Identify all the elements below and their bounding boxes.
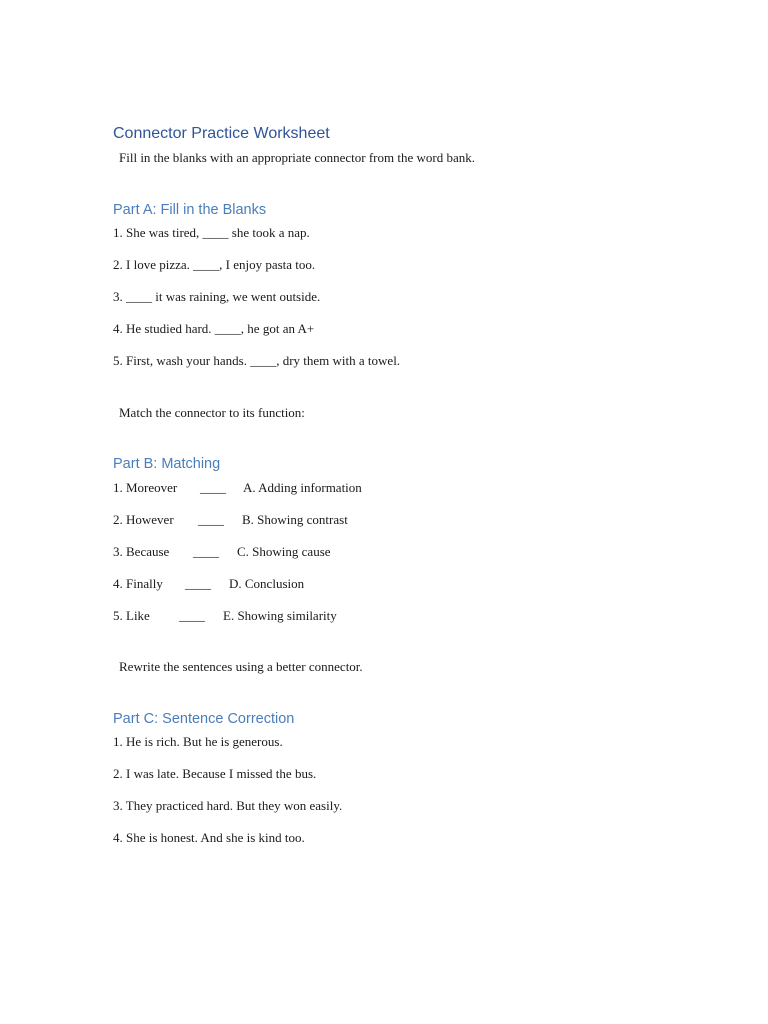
part-a-item-2: 2. I love pizza. ____, I enjoy pasta too. bbox=[113, 257, 316, 272]
part-b-item-2-function: B. Showing contrast bbox=[242, 512, 348, 527]
part-b-heading: Part B: Matching bbox=[113, 456, 221, 472]
part-b-item-3-term: 3. Because bbox=[113, 544, 170, 559]
part-b-item-3-blank: ____ bbox=[193, 544, 219, 559]
part-b-item-2-blank: ____ bbox=[198, 512, 224, 527]
part-b-item-5-term: 5. Like bbox=[113, 608, 150, 623]
part-c-item-3: 3. They practiced hard. But they won easily. bbox=[113, 798, 343, 813]
part-a-item-5: 5. First, wash your hands. ____, dry them with a towel. bbox=[113, 353, 401, 368]
part-b-item-1-blank: ____ bbox=[200, 480, 226, 495]
part-a-item-1: 1. She was tired, ____ she took a nap. bbox=[113, 225, 310, 240]
part-b-item-1-term: 1. Moreover bbox=[113, 480, 178, 495]
part-c-item-2: 2. I was late. Because I missed the bus. bbox=[113, 766, 317, 781]
part-b-item-4-blank: ____ bbox=[185, 576, 211, 591]
part-b-item-4-term: 4. Finally bbox=[113, 576, 163, 591]
part-a-item-3: 3. ____ it was raining, we went outside. bbox=[113, 289, 321, 304]
intro-instruction: Fill in the blanks with an appropriate connector from the word bank. bbox=[119, 150, 475, 165]
part-c-item-4: 4. She is honest. And she is kind too. bbox=[113, 830, 305, 845]
part-b-item-2-term: 2. However bbox=[113, 512, 174, 527]
part-b-item-5-function: E. Showing similarity bbox=[223, 608, 337, 623]
part-b-instruction: Match the connector to its function: bbox=[119, 405, 305, 420]
part-b-item-3-function: C. Showing cause bbox=[237, 544, 331, 559]
part-c-item-1: 1. He is rich. But he is generous. bbox=[113, 734, 283, 749]
part-b-item-4-function: D. Conclusion bbox=[229, 576, 305, 591]
part-a-heading: Part A: Fill in the Blanks bbox=[113, 202, 267, 218]
part-b-item-5-blank: ____ bbox=[179, 608, 205, 623]
part-a-item-4: 4. He studied hard. ____, he got an A+ bbox=[113, 321, 315, 336]
part-b-item-1-function: A. Adding information bbox=[243, 480, 362, 495]
worksheet-title: Connector Practice Worksheet bbox=[113, 125, 330, 142]
part-c-heading: Part C: Sentence Correction bbox=[113, 711, 295, 727]
part-c-instruction: Rewrite the sentences using a better connector. bbox=[119, 659, 363, 674]
